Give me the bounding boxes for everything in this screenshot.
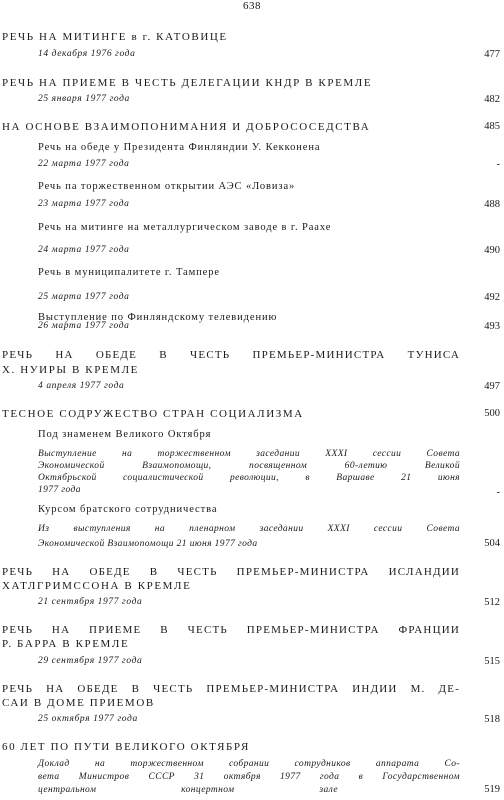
entry-date: 25 марта 1977 года xyxy=(38,292,130,302)
entry-page: - xyxy=(496,487,500,498)
entry-page: 519 xyxy=(484,784,500,795)
entry-date: 24 марта 1977 года xyxy=(38,245,130,255)
entry-title: Выступление по Финляндскому телевидению xyxy=(38,312,278,323)
entry-page: 518 xyxy=(484,714,500,725)
entry-page: 488 xyxy=(484,199,500,210)
entry-description-line1: Выступление на торжественном заседании XXXI сессии Совета xyxy=(38,449,460,459)
entry-page: 515 xyxy=(484,656,500,667)
entry-page: 512 xyxy=(484,597,500,608)
entry-page: 477 xyxy=(484,49,500,60)
entry-title-line2: Р. БАРРА В КРЕМЛЕ xyxy=(2,638,130,650)
entry-date: 25 октября 1977 года xyxy=(38,714,138,724)
entry-page: 500 xyxy=(484,408,500,419)
page-number: 638 xyxy=(243,0,261,12)
entry-date: 21 сентября 1977 года xyxy=(38,597,143,607)
entry-page: 493 xyxy=(484,321,500,332)
entry-description-line1: Доклад на торжественном собрании сотрудников аппарата Со- xyxy=(38,759,460,769)
entry-title-line1: РЕЧЬ НА ОБЕДЕ В ЧЕСТЬ ПРЕМЬЕР-МИНИСТРА ИНДИИ М. ДЕ- xyxy=(2,683,460,695)
entry-title-line2: САИ В ДОМЕ ПРИЕМОВ xyxy=(2,697,155,709)
entry-date: 25 января 1977 года xyxy=(38,94,130,104)
entry-description-line4: 1977 года xyxy=(38,485,81,495)
entry-page: 504 xyxy=(484,538,500,549)
entry-date: 4 апреля 1977 года xyxy=(38,381,125,391)
entry-page: 497 xyxy=(484,381,500,392)
entry-title: Речь па торжественном открытии АЭС «Ловиза» xyxy=(38,181,296,192)
entry-title: Речь на митинге на металлургическом заводе в г. Раахе xyxy=(38,222,332,233)
entry-title: ТЕСНОЕ СОДРУЖЕСТВО СТРАН СОЦИАЛИЗМА xyxy=(2,408,304,420)
entry-date: 14 декабря 1976 года xyxy=(38,49,136,59)
entry-page: 490 xyxy=(484,245,500,256)
entry-description-line3: Октябрьской социалистической революции, в Варшаве 21 июня xyxy=(38,473,460,483)
entry-title: Речь в муниципалитете г. Тампере xyxy=(38,267,220,278)
entry-date: 23 марта 1977 года xyxy=(38,199,130,209)
entry-page: 482 xyxy=(484,94,500,105)
entry-title-line2: ХАТЛГРИМССОНА В КРЕМЛЕ xyxy=(2,580,192,592)
entry-description-line2: Экономической Взаимопомощи, посвященном 60-летию Великой xyxy=(38,461,460,471)
entry-description-line3: центральном концертном зале xyxy=(38,785,338,795)
entry-date: 26 марта 1977 года xyxy=(38,321,130,331)
entry-title-line1: РЕЧЬ НА ПРИЕМЕ В ЧЕСТЬ ПРЕМЬЕР-МИНИСТРА ФРАНЦИИ xyxy=(2,624,460,636)
entry-description-line2: вета Министров СССР 31 октября 1977 года в Государственном xyxy=(38,772,460,782)
entry-page: 492 xyxy=(484,292,500,303)
entry-title: РЕЧЬ НА ПРИЕМЕ В ЧЕСТЬ ДЕЛЕГАЦИИ КНДР В КРЕМЛЕ xyxy=(2,77,373,89)
entry-page: - xyxy=(496,159,500,170)
entry-title: 60 ЛЕТ ПО ПУТИ ВЕЛИКОГО ОКТЯБРЯ xyxy=(2,741,250,753)
entry-title: НА ОСНОВЕ ВЗАИМОПОНИМАНИЯ И ДОБРОСОСЕДСТВА xyxy=(2,121,371,133)
entry-title: Речь на обеде у Президента Финляндии У. Кекконена xyxy=(38,142,321,153)
entry-title-line2: Х. НУИРЫ В КРЕМЛЕ xyxy=(2,364,140,376)
entry-title-line1: РЕЧЬ НА ОБЕДЕ В ЧЕСТЬ ПРЕМЬЕР-МИНИСТРА ТУНИСА xyxy=(2,349,460,361)
entry-page: 485 xyxy=(484,121,500,132)
entry-date: 22 марта 1977 года xyxy=(38,159,130,169)
entry-date: 29 сентября 1977 года xyxy=(38,656,143,666)
entry-title: Курсом братского сотрудничества xyxy=(38,504,218,515)
entry-description-line2: Экономической Взаимопомощи 21 июня 1977 года xyxy=(38,539,258,549)
entry-title: РЕЧЬ НА МИТИНГЕ в г. КАТОВИЦЕ xyxy=(2,31,228,43)
entry-title: Под знаменем Великого Октября xyxy=(38,429,212,440)
entry-title-line1: РЕЧЬ НА ОБЕДЕ В ЧЕСТЬ ПРЕМЬЕР-МИНИСТРА ИСЛАНДИИ xyxy=(2,566,460,578)
entry-description-line1: Из выступления на пленарном заседании XXXI сессии Совета xyxy=(38,524,460,534)
